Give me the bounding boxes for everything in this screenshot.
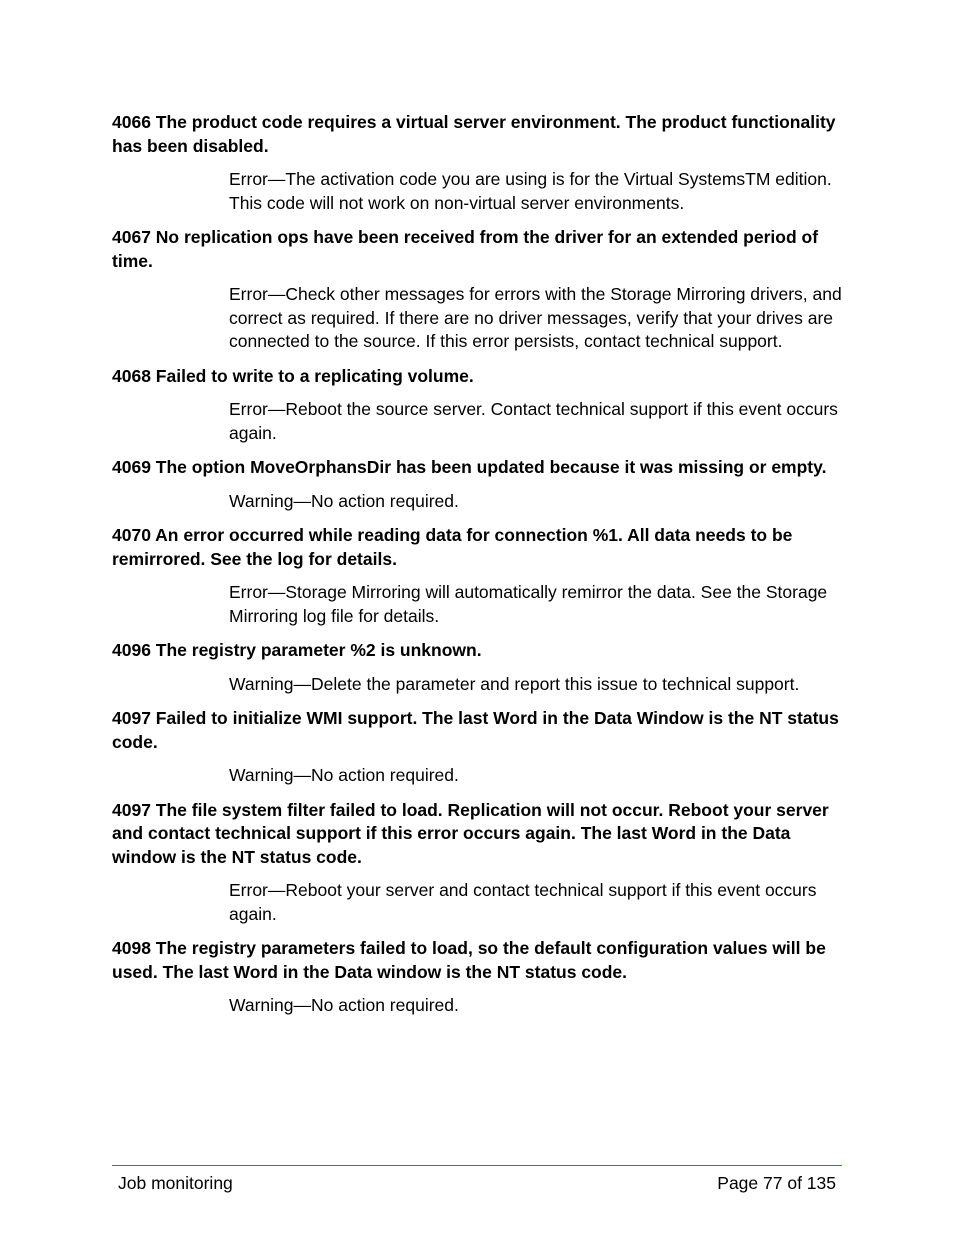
entry-description: Error—Reboot your server and contact technical support if this event occurs again. bbox=[229, 880, 817, 924]
entry-description: Error—Storage Mirroring will automatically remirror the data. See the Storage Mirroring log file for details. bbox=[229, 582, 828, 626]
entry-description: Error—The activation code you are using is for the Virtual SystemsTM edition. This code will not work on non-virtual server environments. bbox=[229, 169, 832, 213]
entry-title: 4070 An error occurred while reading data for connection %1. All data needs to be remirrored. See the log for details. bbox=[112, 525, 793, 569]
entry-4068 bbox=[112, 365, 844, 446]
entry-title: 4098 The registry parameters failed to load, so the default configuration values will be used. The last Word in the Data window is the NT status code. bbox=[112, 938, 826, 982]
entry-4098 bbox=[112, 937, 844, 1018]
footer-page-number: Page 77 of 135 bbox=[717, 1173, 836, 1193]
entry-title: 4097 The file system filter failed to load. Replication will not occur. Reboot your server and contact technical support if this error occurs again. The last Word in the Data window is the NT status code. bbox=[112, 799, 829, 867]
footer-divider bbox=[112, 1165, 842, 1166]
entry-4069 bbox=[112, 456, 844, 513]
entry-description: Warning—No action required. bbox=[229, 490, 459, 511]
entry-title: 4068 Failed to write to a replicating volume. bbox=[112, 365, 474, 386]
entry-description: Error—Reboot the source server. Contact technical support if this event occurs again. bbox=[229, 399, 838, 443]
entry-title: 4067 No replication ops have been received from the driver for an extended period of time. bbox=[112, 227, 819, 271]
entry-title: 4066 The product code requires a virtual server environment. The product functionality has been disabled. bbox=[112, 112, 836, 156]
entry-description: Warning—No action required. bbox=[229, 765, 459, 785]
footer-section-title: Job monitoring bbox=[118, 1173, 233, 1193]
entry-description: Warning—No action required. bbox=[229, 995, 459, 1015]
entry-4097-wmi bbox=[112, 707, 844, 788]
entry-description: Error—Check other messages for errors with the Storage Mirroring drivers, and correct as required. If there are no driver messages, verify that your drives are connected to the source. If this error persists, contact technical support. bbox=[229, 284, 842, 351]
entry-4067 bbox=[112, 226, 844, 354]
page-content bbox=[112, 111, 844, 1029]
entry-title: 4069 The option MoveOrphansDir has been updated because it was missing or empty. bbox=[112, 457, 827, 477]
entry-4066 bbox=[112, 111, 844, 215]
entry-title: 4096 The registry parameter %2 is unknown. bbox=[112, 640, 482, 660]
entry-description: Warning—Delete the parameter and report this issue to technical support. bbox=[229, 673, 800, 694]
entry-title: 4097 Failed to initialize WMI support. The last Word in the Data Window is the NT status code. bbox=[112, 708, 839, 752]
entry-4096 bbox=[112, 639, 844, 696]
entry-4070 bbox=[112, 524, 844, 628]
entry-4097-filter bbox=[112, 799, 844, 927]
